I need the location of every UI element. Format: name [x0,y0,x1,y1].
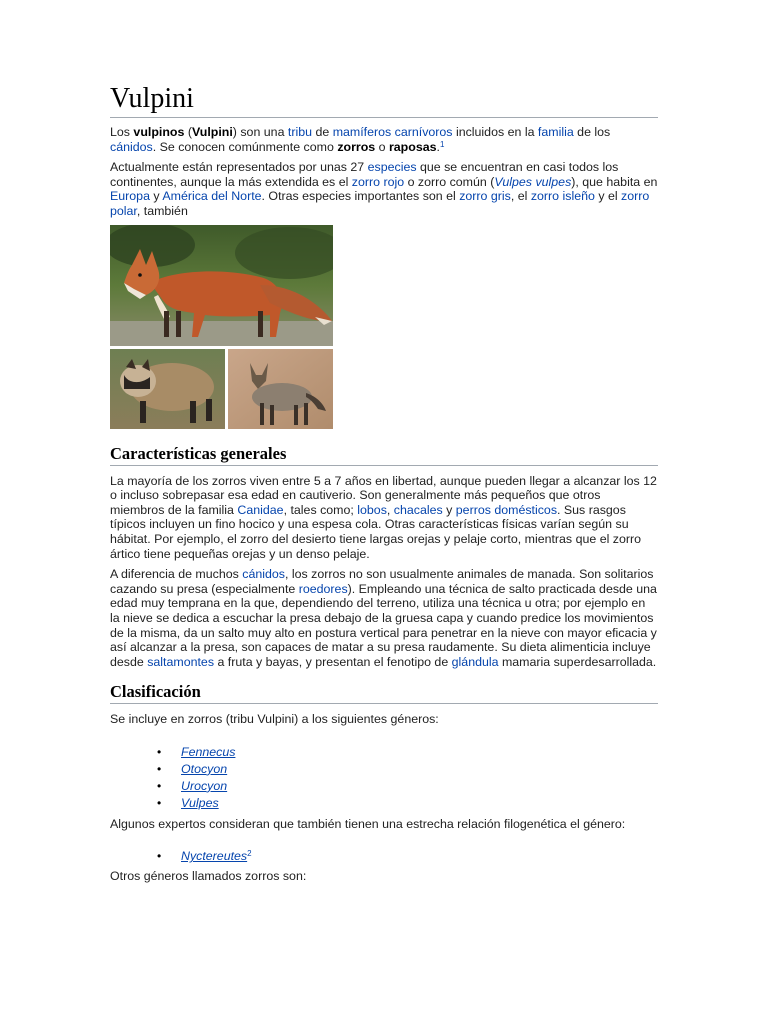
link-canidos[interactable]: cánidos [110,139,153,154]
link-chacales[interactable]: chacales [393,502,443,517]
link-america-del-norte[interactable]: América del Norte [162,189,262,204]
related-genera-list [110,848,658,865]
link-zorro-polar[interactable]: zorro polar [110,189,650,218]
link-roedores[interactable]: roedores [298,581,348,596]
link-especies[interactable]: especies [367,160,417,175]
link-tribu[interactable]: tribu [287,125,313,139]
link-familia[interactable]: familia [537,125,574,139]
link-vulpes-vulpes[interactable]: Vulpes vulpes [494,174,572,189]
bold-term-raposas: raposas [388,139,437,154]
page-title: Vulpini [110,82,658,118]
section-heading-clasificacion: Clasificación [110,682,658,704]
link-genus-fennecus[interactable]: Fennecus [181,744,236,759]
link-genus-vulpes[interactable]: Vulpes [181,795,219,810]
link-genus-urocyon[interactable]: Urocyon [181,778,228,793]
general-paragraph-1: La mayoría de los zorros viven entre 5 a 7 años en libertad, aunque pueden llegar a alcanzar los 12 o incluso sobrepasar esa edad en cautiverio. Son generalmente más pequeños que otros miembros de la familia Canidae, tales como; lobos, chacales y perros domésticos. Sus rasgos típicos incluyen un fino hocico y una espesa cola. Otras características físicas varían según su hábitat. Por ejemplo, el zorro del desierto tiene largas orejas y pelaje corto, mientras que el zorro ártico tiene pequeñas orejas y un denso pelaje. [110,473,657,561]
link-canidae[interactable]: Canidae [237,502,284,517]
clasificacion-intro: Se incluye en zorros (tribu Vulpini) a los siguientes géneros: [110,712,439,727]
bat-eared-fox-photo [228,349,333,429]
list-item [110,848,658,865]
intro-paragraph-1: Los vulpinos (Vulpini) son una tribu de mamíferos carnívoros incluidos en la familia de los cánidos. Se conocen comúnmente como zorros o raposas.$^1$ [110,125,611,154]
bold-term-vulpinos: vulpinos [133,125,185,139]
others-intro: Otros géneros llamados zorros son: [110,869,307,884]
list-item [110,795,658,812]
reference-2[interactable]: 2 [247,849,252,859]
article-content [110,82,658,884]
list-item [110,761,658,778]
link-saltamontes[interactable]: saltamontes [147,654,215,669]
genera-list [110,744,658,812]
link-genus-nyctereutes[interactable]: Nyctereutes [181,849,248,864]
fox-photo-collage[interactable] [110,225,333,429]
red-fox-photo [110,225,333,346]
link-perros-domesticos[interactable]: perros domésticos [455,502,558,517]
intro-paragraph-2: Actualmente están representados por unas 27 especies que se encuentran en casi todos los continentes, aunque la más extendida es el zorro rojo o zorro común (Vulpes vulpes), que habita en Europa y América del Norte. Otras especies importantes son el zorro gris, el zorro isleño y el zorro polar, también [110,160,658,218]
link-zorro-isleno[interactable]: zorro isleño [530,189,595,204]
related-intro: Algunos expertos consideran que también tienen una estrecha relación filogenética el género: [110,816,626,831]
reference-1[interactable]: 1 [439,139,445,149]
general-paragraph-2: A diferencia de muchos cánidos, los zorros no son usualmente animales de manada. Son solitarios cazando su presa (especialmente roedores). Empleando una técnica de salto practicada desde una edad muy temprana en la que, dependiendo del terreno, utiliza una técnica u otra; por ejemplo en la nieve se dedica a escuchar la presa debajo de la gruesa capa y cuando predice los movimientos de la misma, da un salto muy alto en postura vertical para penetrar en la nieve con mayor eficacia y así alcanzar a la presa, son capaces de matar a su presa raudamente. Su dieta alimenticia incluye desde saltamontes a fruta y bayas, y presentan el fenotipo de glándula mamaria superdesarrollada. [110,567,657,669]
link-glandula[interactable]: glándula [451,654,499,669]
bold-term-zorros: zorros [337,139,376,154]
section-heading-caracteristicas: Características generales [110,444,658,466]
link-canidos-2[interactable]: cánidos [242,567,285,582]
link-genus-otocyon[interactable]: Otocyon [181,761,228,776]
link-lobos[interactable]: lobos [357,502,387,517]
fox-collage-image [110,225,333,429]
link-mamiferos-carnivoros[interactable]: mamíferos carnívoros [332,125,453,139]
list-item [110,778,658,795]
link-europa[interactable]: Europa [110,189,150,204]
link-zorro-rojo[interactable]: zorro rojo [351,174,405,189]
raccoon-dog-photo [110,349,225,429]
list-item [110,744,658,761]
bold-term-vulpini: Vulpini [191,125,233,139]
link-zorro-gris[interactable]: zorro gris [459,189,511,204]
